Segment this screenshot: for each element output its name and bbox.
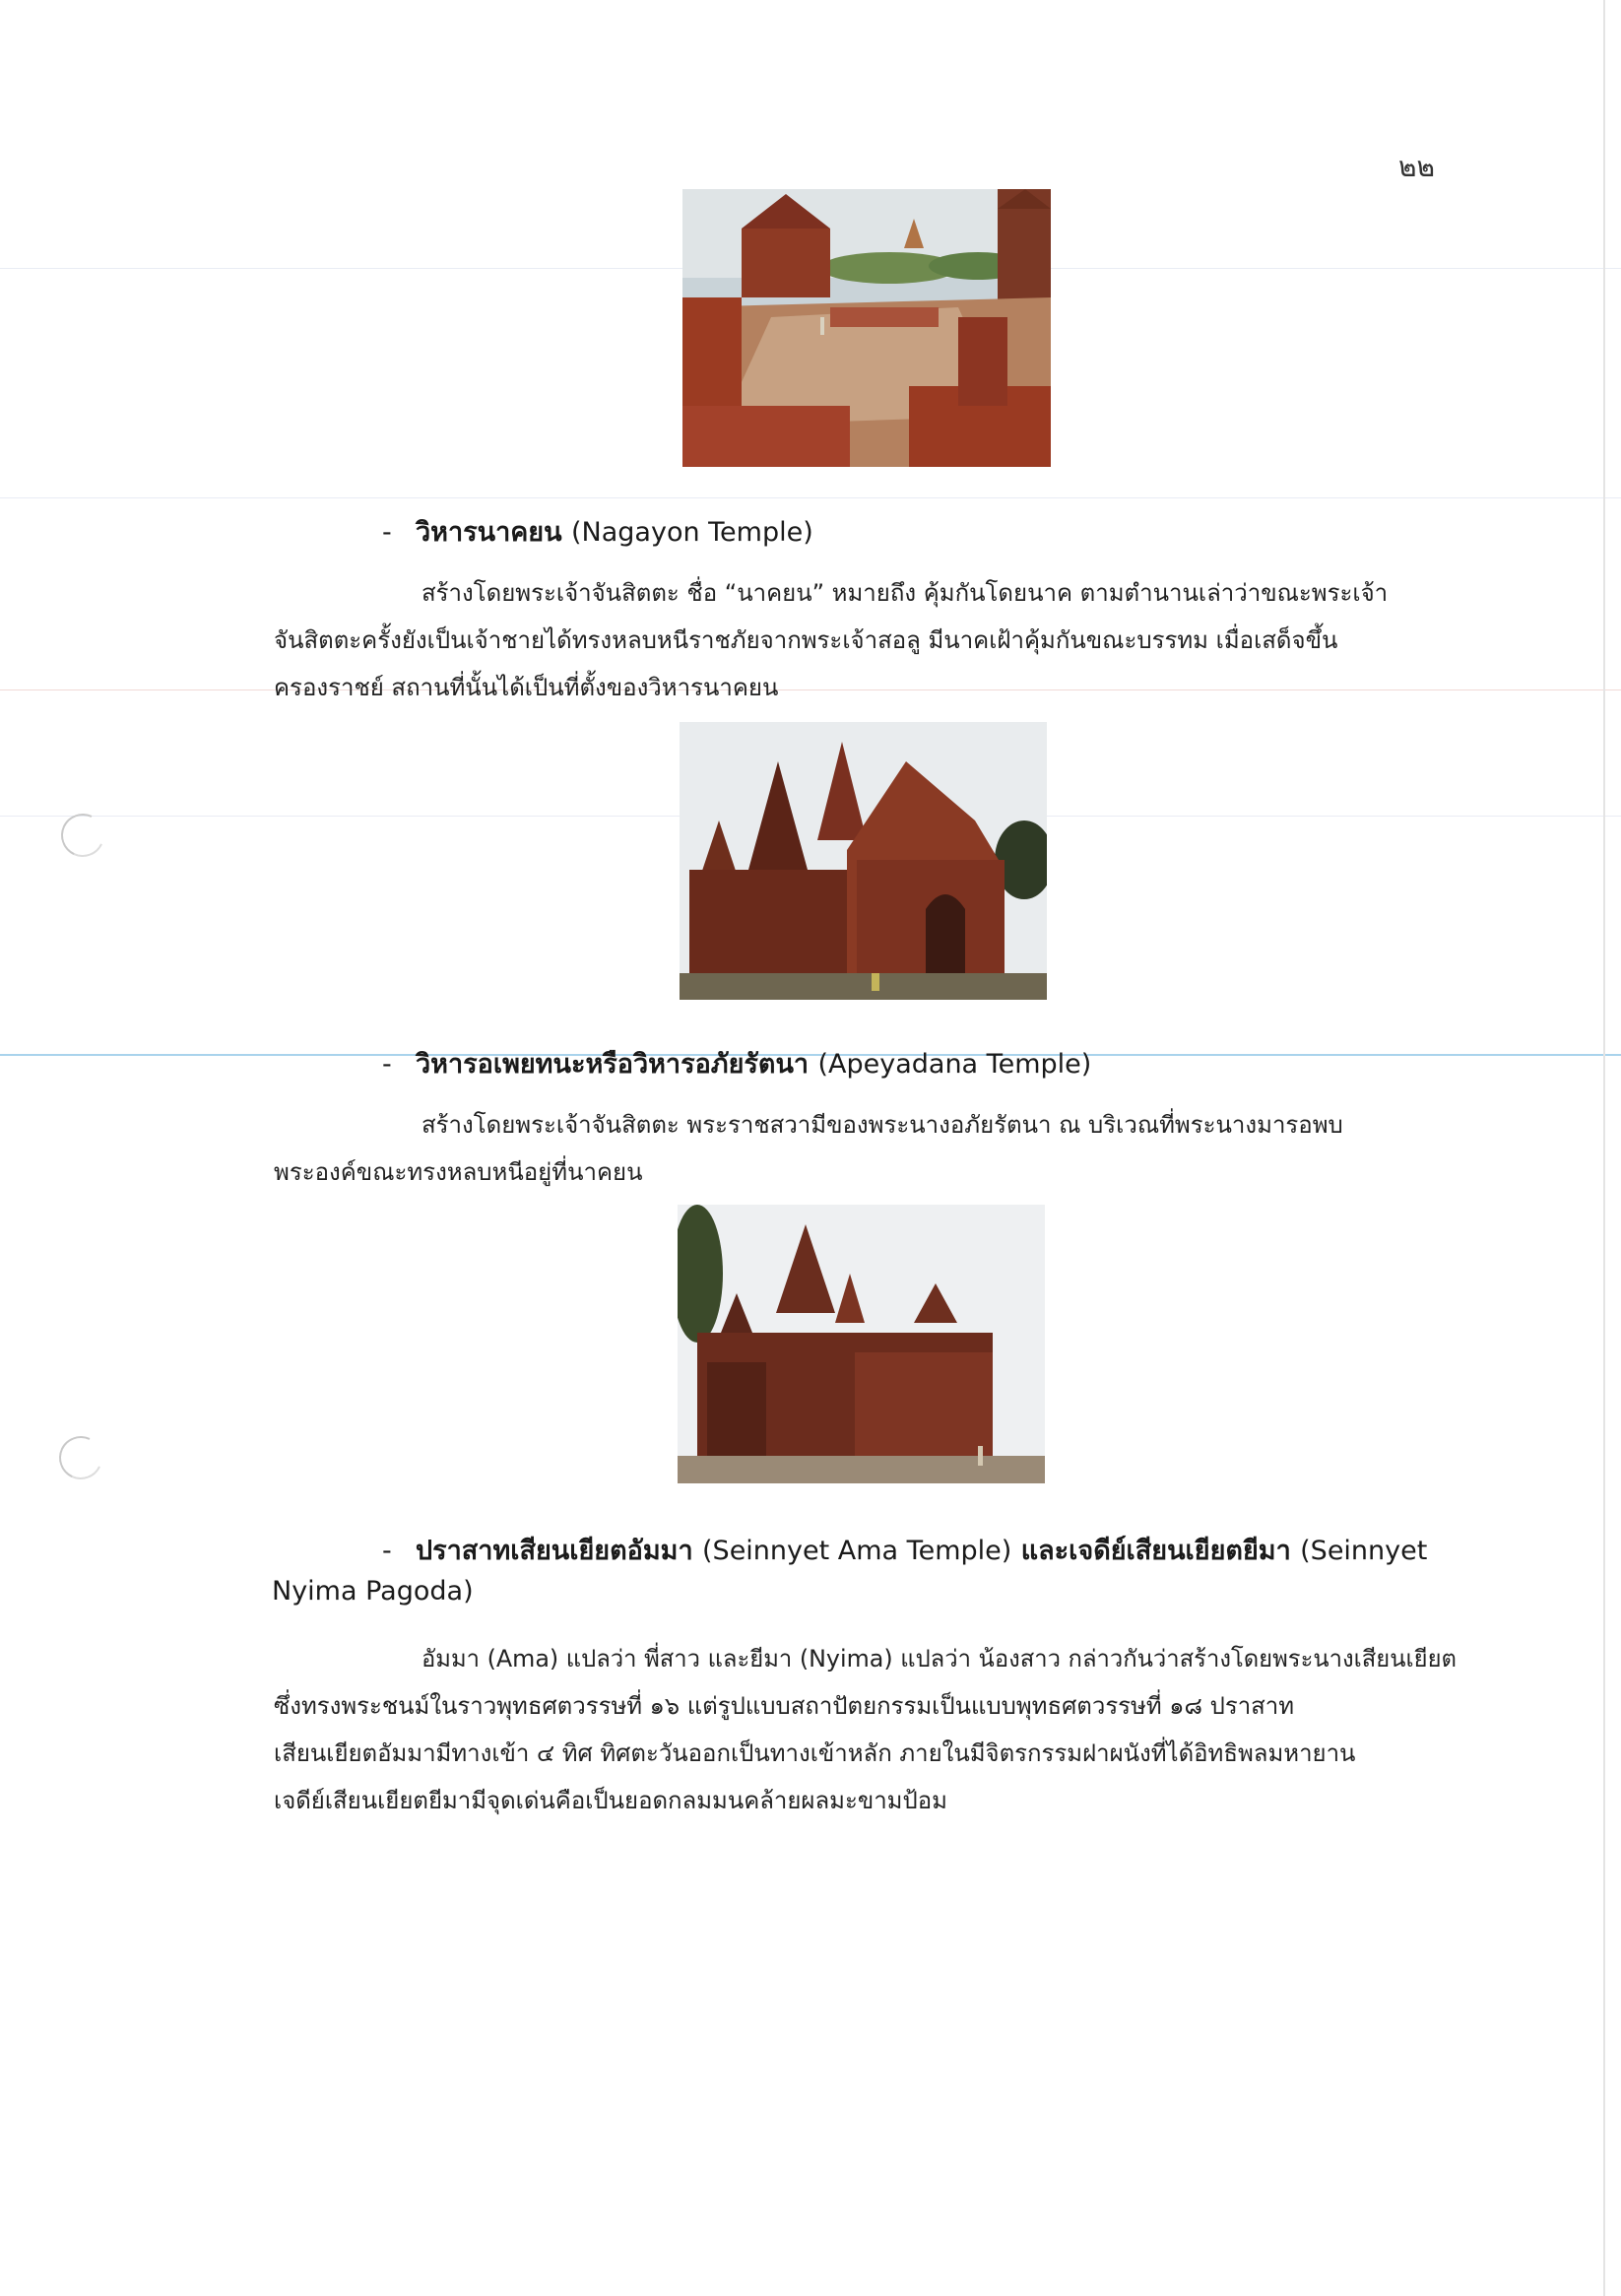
heading-english: (Apeyadana Temple)	[817, 1049, 1092, 1080]
paragraph-line: เสียนเยียตอัมมามีทางเข้า ๔ ทิศ ทิศตะวันออกเป็นทางเข้าหลัก ภายในมีจิตรกรรมฝาผนังที่ได้อิทธิพลมหายาน	[274, 1739, 1356, 1767]
paragraph-nagayon	[274, 569, 1388, 711]
bullet-dash: -	[382, 1536, 392, 1566]
paragraph-line: สร้างโดยพระเจ้าจันสิตตะ พระราชสวามีของพระนางอภัยรัตนา ณ บริเวณที่พระนางมารอพบ	[421, 1111, 1343, 1139]
page-edge	[1603, 0, 1605, 2296]
section-heading-seinnyet	[382, 1529, 1427, 1571]
heading-thai: วิหารอเพยทนะหรือวิหารอภัยรัตนา	[416, 1049, 810, 1080]
bullet-dash: -	[382, 517, 392, 548]
bullet-dash: -	[382, 1049, 392, 1080]
paragraph-apeyadana	[274, 1101, 1343, 1196]
paragraph-seinnyet	[274, 1635, 1457, 1824]
heading-english: Nyima Pagoda)	[272, 1576, 474, 1607]
nagayon-temple-photo	[680, 722, 1047, 1000]
paragraph-line: เจดีย์เสียนเยียตยีมามีจุดเด่นคือเป็นยอดกลมมนคล้ายผลมะขามป้อม	[274, 1787, 947, 1814]
section-heading-apeyadana	[382, 1042, 1091, 1084]
paragraph-line: ครองราชย์ สถานที่นั้นได้เป็นที่ตั้งของวิหารนาคยน	[274, 674, 779, 701]
scan-line	[0, 497, 1621, 498]
paragraph-line: สร้างโดยพระเจ้าจันสิตตะ ชื่อ “นาคยน” หมายถึง คุ้มกันโดยนาค ตามตำนานเล่าว่าขณะพระเจ้า	[421, 579, 1389, 607]
heading-english: (Seinnyet	[1300, 1536, 1428, 1566]
temple-ruins-photo	[682, 189, 1051, 467]
paragraph-line: จันสิตตะครั้งยังเป็นเจ้าชายได้ทรงหลบหนีราชภัยจากพระเจ้าสอลู มีนาคเฝ้าคุ้มกันขณะบรรทม เมื่อเสด็จขึ้น	[274, 626, 1338, 654]
punch-hole	[53, 1430, 108, 1485]
paragraph-line: พระองค์ขณะทรงหลบหนีอยู่ที่นาคยน	[274, 1158, 643, 1186]
section-heading-seinnyet-cont	[272, 1576, 474, 1607]
heading-english: (Nagayon Temple)	[571, 517, 813, 548]
paragraph-line: ซึ่งทรงพระชนม์ในราวพุทธศตวรรษที่ ๑๖ แต่รูปแบบสถาปัตยกรรมเป็นแบบพุทธศตวรรษที่ ๑๘ ปราสาท	[274, 1692, 1295, 1720]
page-number: ๒๒	[1398, 151, 1435, 183]
heading-thai: ปราสาทเสียนเยียตอัมมา	[416, 1536, 693, 1566]
apeyadana-temple-photo	[678, 1205, 1045, 1483]
heading-thai: วิหารนาคยน	[416, 517, 562, 548]
heading-english: (Seinnyet Ama Temple)	[702, 1536, 1012, 1566]
paragraph-line: อัมมา (Ama) แปลว่า พี่สาว และยีมา (Nyima) แปลว่า น้องสาว กล่าวกันว่าสร้างโดยพระนางเสียนเยียต	[421, 1645, 1457, 1673]
heading-thai: และเจดีย์เสียนเยียตยีมา	[1020, 1536, 1291, 1566]
section-heading-nagayon	[382, 510, 813, 553]
